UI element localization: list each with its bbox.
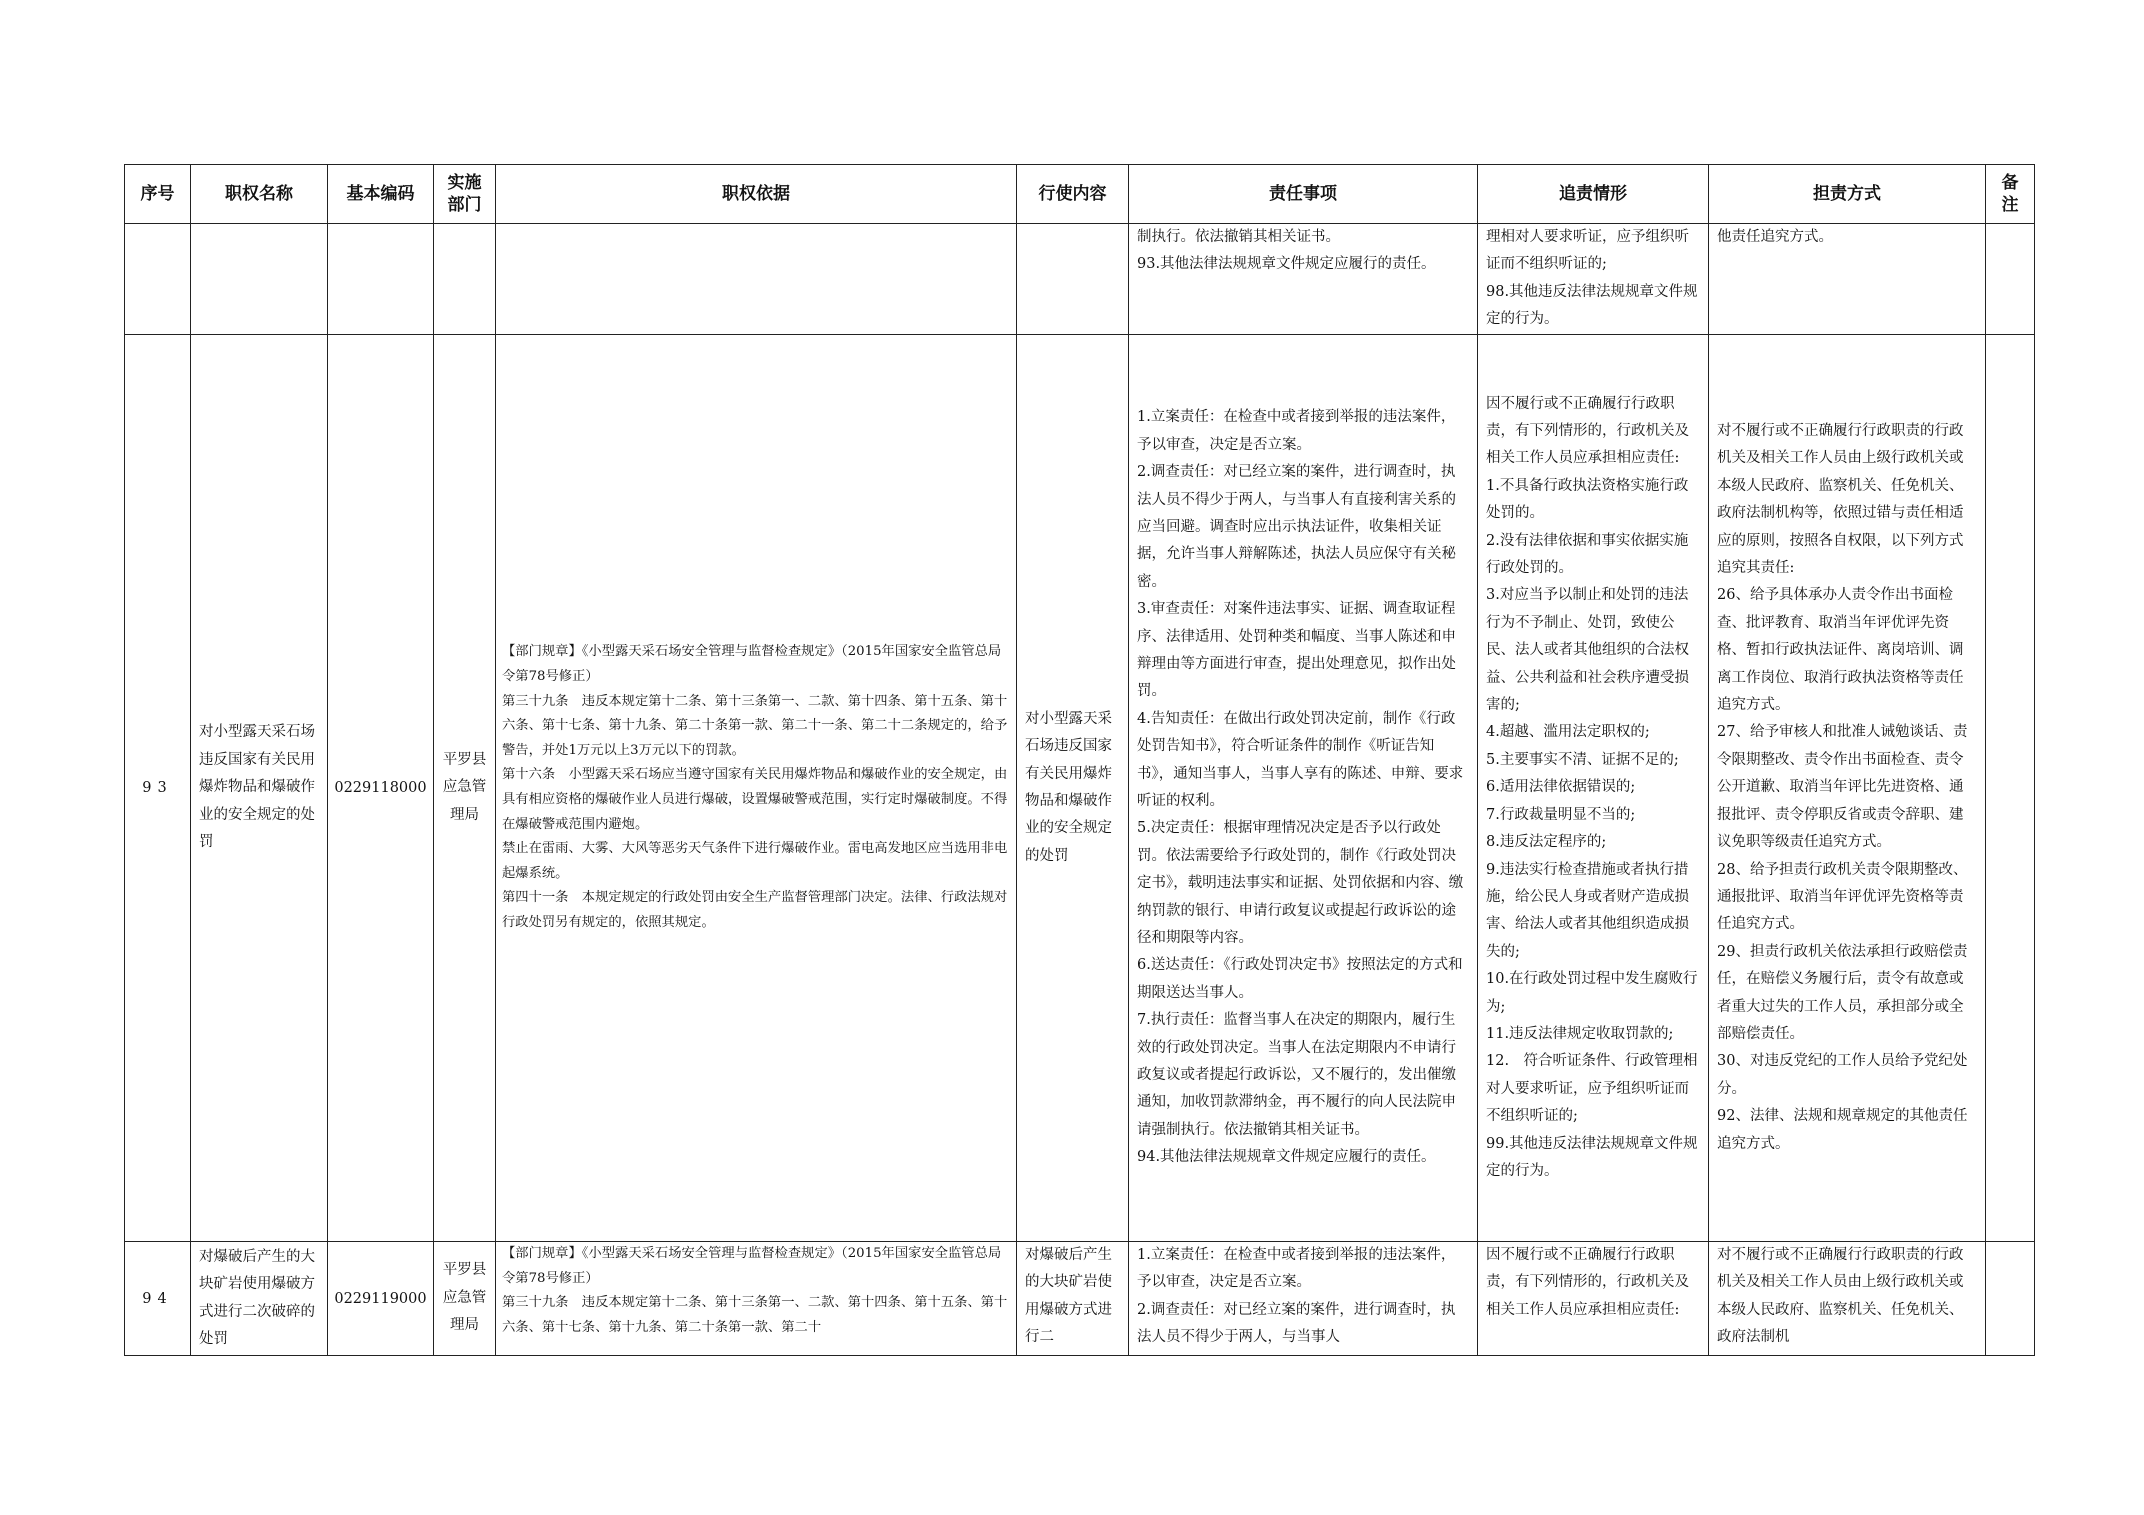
header-row (125, 165, 2035, 224)
header-resp: 责任事项 (1129, 165, 1478, 224)
row-content: 对小型露天采石场违反国家有关民用爆炸物品和爆破作业的安全规定的处罚 (1017, 335, 1129, 1242)
header-code: 基本编码 (328, 165, 434, 224)
row-mode: 对不履行或不正确履行行政职责的行政机关及相关工作人员由上级行政机关或本级人民政府、监察机关、任免机关、政府法制机构等，依照过错与责任相适应的原则，按照各自权限，以下列方式追究其责任: 26、给予具体承办人责令作出书面检查、批评教育、取消当年评优评先资格、暂扣行政执法证件、离岗培训、调离工作岗位、取消行政执法资格等责任追究方式。 27、给予审核人和批准人诫勉谈话、责令限期整改、责令作出书面检查、责令公开道歉、取消当年评比先进资格、通报批评、责令停职反省或责令辞职、建议免职等级责任追究方式。 28、给予担责行政机关责令限期整改、通报批评、取消当年评优评先资格等责任追究方式。 29、担责行政机关依法承担行政赔偿责任，在赔偿义务履行后，责令有故意或者重大过失的工作人员，承担部分或全部赔偿责任。 30、对违反党纪的工作人员给予党纪处分。 92、法律、法规和规章规定的其他责任追究方式。 (1709, 335, 1986, 1242)
header-no: 序号 (125, 165, 191, 224)
row-note (1986, 1242, 2035, 1356)
row-code: 0229119000 (328, 1242, 434, 1356)
row-no: 93 (125, 335, 191, 1242)
header-content: 行使内容 (1017, 165, 1129, 224)
table-row (125, 224, 2035, 335)
row-acct: 理相对人要求听证，应予组织听证而不组织听证的; 98.其他违反法律法规规章文件规定的行为。 (1478, 224, 1709, 335)
row-acct: 因不履行或不正确履行行政职责，有下列情形的，行政机关及相关工作人员应承担相应责任: 1.不具备行政执法资格实施行政处罚的。 2.没有法律依据和事实依据实施行政处罚的。 3.对应当予以制止和处罚的违法行为不予制止、处罚，致使公民、法人或者其他组织的合法权益、公共利益和社会秩序遭受损害的; 4.超越、滥用法定职权的; 5.主要事实不清、证据不足的; 6.适用法律依据错误的; 7.行政裁量明显不当的; 8.违反法定程序的; 9.违法实行检查措施或者执行措施，给公民人身或者财产造成损害、给法人或者其他组织造成损失的; 10.在行政处罚过程中发生腐败行为; 11.违反法律规定收取罚款的; 12. 符合听证条件、行政管理相对人要求听证，应予组织听证而不组织听证的; 99.其他违反法律法规规章文件规定的行为。 (1478, 335, 1709, 1242)
header-name: 职权名称 (191, 165, 328, 224)
header-mode: 担责方式 (1709, 165, 1986, 224)
row-mode: 对不履行或不正确履行行政职责的行政机关及相关工作人员由上级行政机关或本级人民政府、监察机关、任免机关、政府法制机 (1709, 1242, 1986, 1356)
row-basis: 【部门规章】《小型露天采石场安全管理与监督检查规定》（2015年国家安全监管总局令第78号修正） 第三十九条 违反本规定第十二条、第十三条第一、二款、第十四条、第十五条、第十六条、第十七条、第十九条、第二十条第一款、第二十一条、第二十二条规定的，给予警告，并处1万元以上3万元以下的罚款。 第十六条 小型露天采石场应当遵守国家有关民用爆炸物品和爆破作业的安全规定，由具有相应资格的爆破作业人员进行爆破，设置爆破警戒范围，实行定时爆破制度。不得在爆破警戒范围内避炮。 禁止在雷雨、大雾、大风等恶劣天气条件下进行爆破作业。雷电高发地区应当选用非电起爆系统。 第四十一条 本规定规定的行政处罚由安全生产监督管理部门决定。法律、行政法规对行政处罚另有规定的，依照其规定。 (496, 335, 1017, 1242)
row-no (125, 224, 191, 335)
row-mode: 他责任追究方式。 (1709, 224, 1986, 335)
header-basis: 职权依据 (496, 165, 1017, 224)
row-code (328, 224, 434, 335)
header-acct: 追责情形 (1478, 165, 1709, 224)
row-dept: 平罗县应急管理局 (434, 1242, 496, 1356)
row-note (1986, 335, 2035, 1242)
row-resp: 制执行。依法撤销其相关证书。 93.其他法律法规规章文件规定应履行的责任。 (1129, 224, 1478, 335)
table-row (125, 335, 2035, 1242)
row-code: 0229118000 (328, 335, 434, 1242)
row-dept: 平罗县应急管理局 (434, 335, 496, 1242)
row-content: 对爆破后产生的大块矿岩使用爆破方式进行二 (1017, 1242, 1129, 1356)
row-note (1986, 224, 2035, 335)
row-dept (434, 224, 496, 335)
row-name: 对爆破后产生的大块矿岩使用爆破方式进行二次破碎的处罚 (191, 1242, 328, 1356)
row-name: 对小型露天采石场违反国家有关民用爆炸物品和爆破作业的安全规定的处罚 (191, 335, 328, 1242)
table-row (125, 1242, 2035, 1356)
power-list-table-page (124, 164, 2034, 1365)
row-no: 94 (125, 1242, 191, 1356)
row-resp: 1.立案责任：在检查中或者接到举报的违法案件，予以审查，决定是否立案。 2.调查责任：对已经立案的案件，进行调查时，执法人员不得少于两人，与当事人 (1129, 1242, 1478, 1356)
power-list-table (124, 164, 2035, 1356)
header-note: 备注 (1986, 165, 2035, 224)
row-content (1017, 224, 1129, 335)
row-basis: 【部门规章】《小型露天采石场安全管理与监督检查规定》（2015年国家安全监管总局令第78号修正） 第三十九条 违反本规定第十二条、第十三条第一、二款、第十四条、第十五条、第十六条、第十七条、第十九条、第二十条第一款、第二十 (496, 1242, 1017, 1356)
row-resp: 1.立案责任：在检查中或者接到举报的违法案件，予以审查，决定是否立案。 2.调查责任：对已经立案的案件，进行调查时，执法人员不得少于两人，与当事人有直接利害关系的应当回避。调查时应出示执法证件，收集相关证据，允许当事人辩解陈述，执法人员应保守有关秘密。 3.审查责任：对案件违法事实、证据、调查取证程序、法律适用、处罚种类和幅度、当事人陈述和申辩理由等方面进行审查，提出处理意见，拟作出处罚。 4.告知责任：在做出行政处罚决定前，制作《行政处罚告知书》，符合听证条件的制作《听证告知书》，通知当事人，当事人享有的陈述、申辩、要求听证的权利。 5.决定责任：根据审理情况决定是否予以行政处罚。依法需要给予行政处罚的，制作《行政处罚决定书》，载明违法事实和证据、处罚依据和内容、缴纳罚款的银行、申请行政复议或提起行政诉讼的途径和期限等内容。 6.送达责任：《行政处罚决定书》按照法定的方式和期限送达当事人。 7.执行责任：监督当事人在决定的期限内，履行生效的行政处罚决定。当事人在法定期限内不申请行政复议或者提起行政诉讼，又不履行的，发出催缴通知，加收罚款滞纳金，再不履行的向人民法院申请强制执行。依法撤销其相关证书。 94.其他法律法规规章文件规定应履行的责任。 (1129, 335, 1478, 1242)
row-acct: 因不履行或不正确履行行政职责，有下列情形的，行政机关及相关工作人员应承担相应责任: (1478, 1242, 1709, 1356)
header-dept: 实施部门 (434, 165, 496, 224)
row-basis (496, 224, 1017, 335)
row-name (191, 224, 328, 335)
